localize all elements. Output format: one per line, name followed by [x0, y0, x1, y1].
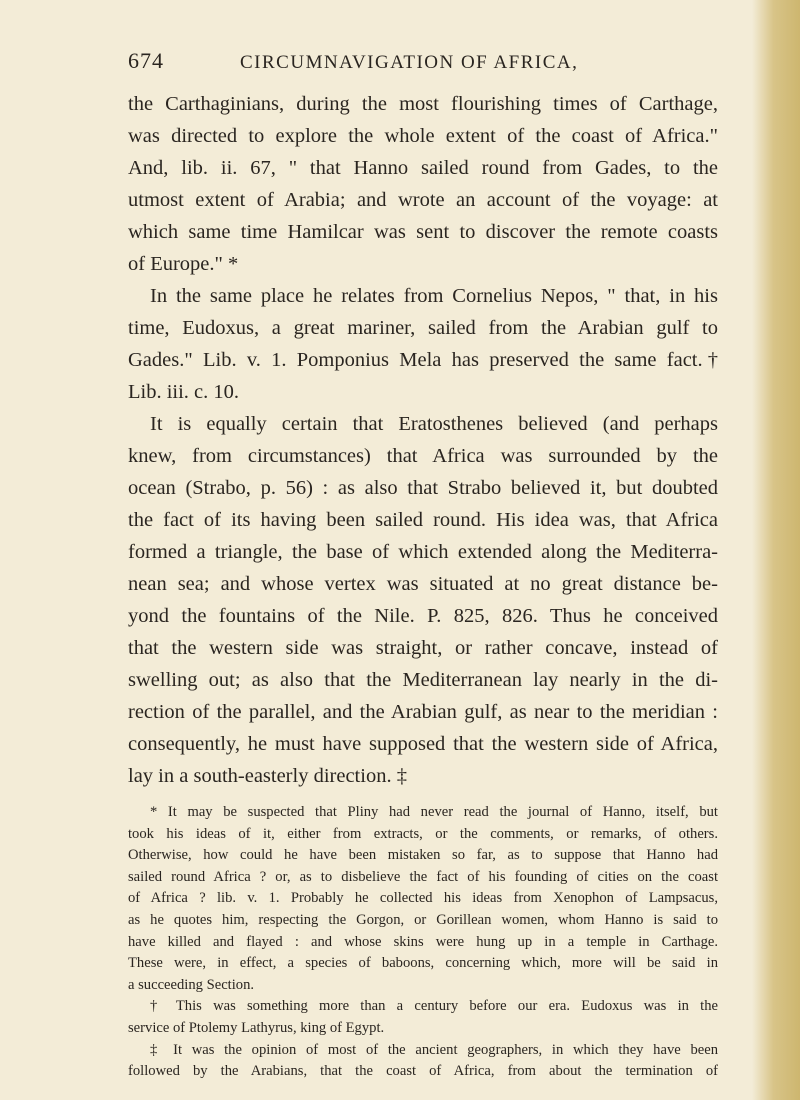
footnote-line: ‡ It was the opinion of most of the ancient geographers, in which they have been	[150, 1041, 718, 1058]
body-line: Gades." Lib. v. 1. Pomponius Mela has preserved the same fact.†	[128, 349, 718, 371]
footnote-line: of Africa ? lib. v. 1. Probably he collected his ideas from Xenophon of Lampsacus,	[128, 890, 718, 907]
body-line: rection of the parallel, and the Arabian gulf, as near to the meridian :	[128, 701, 718, 723]
body-line: ocean (Strabo, p. 56) : as also that Strabo believed it, but doubted	[128, 477, 718, 499]
footnote-line: followed by the Arabians, that the coast of Africa, from about the termination of	[128, 1063, 718, 1080]
body-line: knew, from circumstances) that Africa was surrounded by the	[128, 445, 718, 467]
footnote-line: took his ideas of it, either from extracts, or the comments, or remarks, of others.	[128, 825, 718, 842]
running-title: CIRCUMNAVIGATION OF AFRICA,	[240, 52, 579, 73]
page-edge-shadow	[752, 0, 800, 1100]
body-line: In the same place he relates from Cornelius Nepos, " that, in his	[150, 285, 718, 307]
body-line: was directed to explore the whole extent of the coast of Africa."	[128, 125, 718, 147]
body-line: Lib. iii. c. 10.	[128, 381, 240, 403]
body-line: utmost extent of Arabia; and wrote an account of the voyage: at	[128, 189, 718, 211]
body-line: nean sea; and whose vertex was situated at no great distance be-	[128, 573, 718, 595]
footnote-line: a succeeding Section.	[128, 976, 255, 993]
footnote-line: Otherwise, how could he have been mistaken so far, as to suppose that Hanno had	[128, 847, 718, 864]
body-line: consequently, he must have supposed that the western side of Africa,	[128, 733, 718, 755]
body-line: which same time Hamilcar was sent to discover the remote coasts	[128, 221, 718, 243]
body-line: swelling out; as also that the Mediterranean lay nearly in the di-	[128, 669, 718, 691]
book-page	[128, 48, 718, 1083]
footnote-line: service of Ptolemy Lathyrus, king of Egypt.	[128, 1019, 385, 1036]
footnote-line: sailed round Africa ? or, as to disbelieve the fact of his founding of cities on the coast	[128, 868, 718, 885]
body-line: formed a triangle, the base of which extended along the Mediterra-	[128, 541, 718, 563]
footnote-line: as he quotes him, respecting the Gorgon, or Gorillean women, whom Hanno is said to	[128, 911, 718, 928]
body-text	[128, 88, 718, 792]
footnote-line: † This was something more than a century before our era. Eudoxus was in the	[150, 998, 718, 1015]
footnote-line: These were, in effect, a species of baboons, concerning which, more will be said in	[128, 955, 718, 972]
page-number: 674	[128, 48, 164, 73]
body-line: the Carthaginians, during the most flourishing times of Carthage,	[128, 93, 718, 115]
body-line: time, Eudoxus, a great mariner, sailed from the Arabian gulf to	[128, 317, 718, 339]
body-line: And, lib. ii. 67, " that Hanno sailed round from Gades, to the	[128, 157, 718, 179]
body-line: the fact of its having been sailed round. His idea was, that Africa	[128, 509, 718, 531]
footnotes	[128, 802, 718, 1083]
footnote-line: * It may be suspected that Pliny had never read the journal of Hanno, itself, but	[150, 804, 718, 820]
body-line: of Europe." *	[128, 253, 239, 275]
footnote-line: have killed and flayed : and whose skins were hung up in a temple in Carthage.	[128, 933, 718, 950]
body-line: lay in a south-easterly direction. ‡	[128, 765, 407, 787]
running-head	[128, 48, 718, 88]
body-line: It is equally certain that Eratosthenes believed (and perhaps	[150, 413, 718, 435]
body-line: yond the fountains of the Nile. P. 825, 826. Thus he conceived	[128, 605, 718, 627]
body-line: that the western side was straight, or rather concave, instead of	[128, 637, 718, 659]
